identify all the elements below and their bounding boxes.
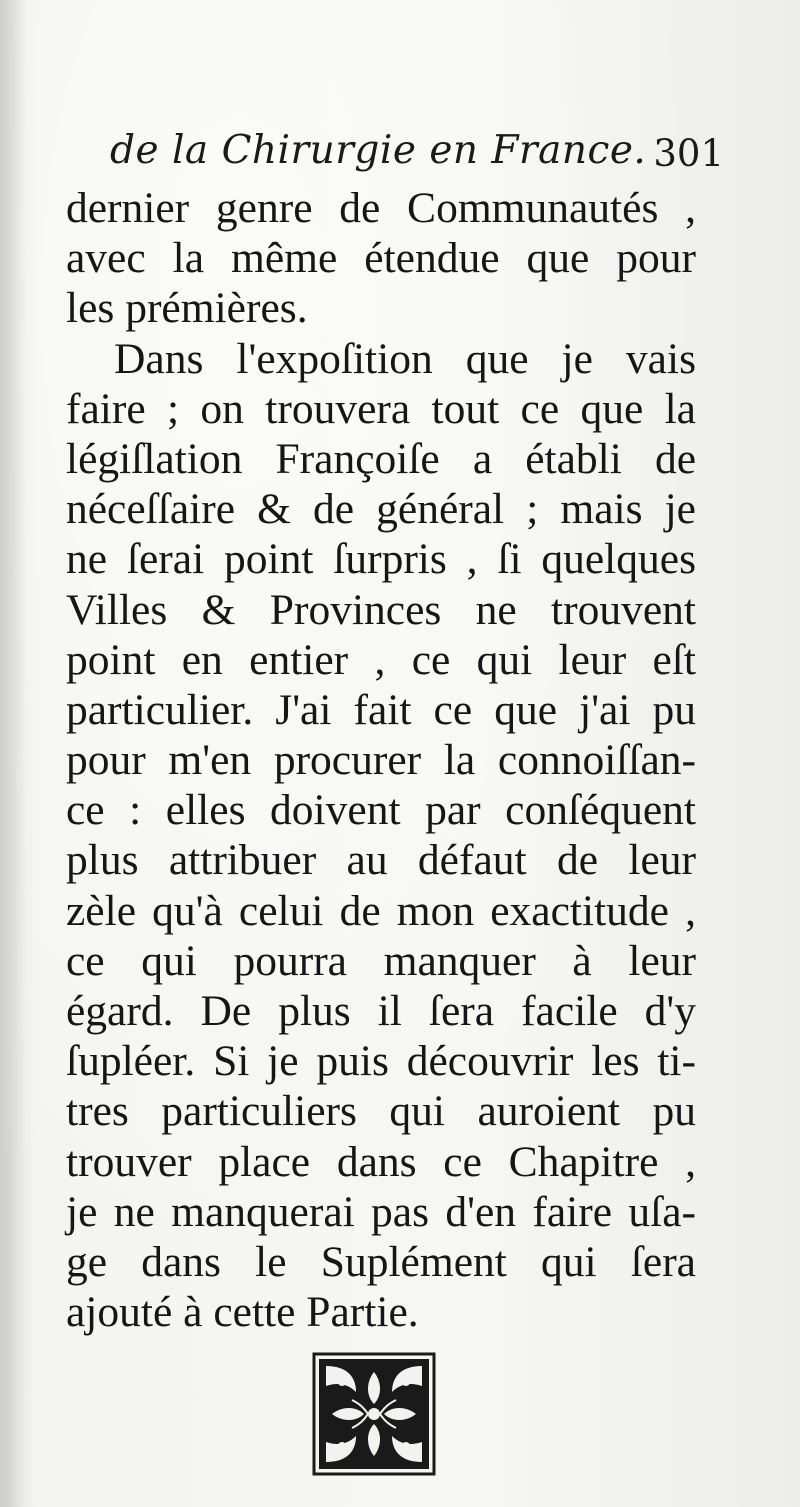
text-line: légiſlation Françoiſe a établi de bbox=[66, 434, 696, 483]
text-line: faire ; on trouvera tout ce que la bbox=[66, 384, 696, 433]
text-line: Dans l'expoſition que je vais bbox=[114, 334, 696, 383]
fleuron-ornament-icon bbox=[312, 1352, 436, 1476]
page-number: 301 bbox=[653, 132, 724, 175]
text-line: égard. De plus il ſera facile d'y bbox=[66, 987, 696, 1035]
text-line: ce : elles doivent par conſéquent bbox=[66, 786, 696, 835]
text-line: ge dans le Suplément qui ſera bbox=[66, 1237, 696, 1286]
text-line: pour m'en procurer la connoiſſan- bbox=[66, 736, 696, 785]
text-line: trouver place dans ce Chapitre , bbox=[66, 1137, 696, 1186]
text-line: point en entier , ce qui leur eſt bbox=[66, 635, 696, 684]
text-line: zèle qu'à celui de mon exactitude , bbox=[66, 886, 696, 935]
body-text bbox=[66, 183, 696, 1337]
text-line: tres particuliers qui auroient pu bbox=[66, 1087, 696, 1136]
text-line: dernier genre de Communautés , bbox=[66, 184, 696, 232]
page-gutter-shadow bbox=[0, 0, 26, 1507]
text-line: les prémières. bbox=[66, 284, 308, 333]
text-line: ce qui pourra manquer à leur bbox=[66, 936, 696, 985]
text-line: je ne manquerai pas d'en faire uſa- bbox=[66, 1187, 696, 1236]
text-line: ſupléer. Si je puis découvrir les ti- bbox=[66, 1037, 696, 1086]
text-line: particulier. J'ai fait ce que j'ai pu bbox=[66, 685, 696, 734]
page-header bbox=[110, 128, 730, 182]
text-line: plus attribuer au défaut de leur bbox=[66, 836, 696, 885]
text-line: ajouté à cette Partie. bbox=[66, 1288, 419, 1337]
text-line: Villes & Provinces ne trouvent bbox=[66, 585, 696, 634]
text-line: ne ſerai point ſurpris , ſi quelques bbox=[66, 535, 696, 584]
running-title: de la Chirurgie en France. bbox=[110, 128, 647, 173]
text-line: néceſſaire & de général ; mais je bbox=[66, 485, 696, 534]
text-line: avec la même étendue que pour bbox=[66, 234, 696, 283]
